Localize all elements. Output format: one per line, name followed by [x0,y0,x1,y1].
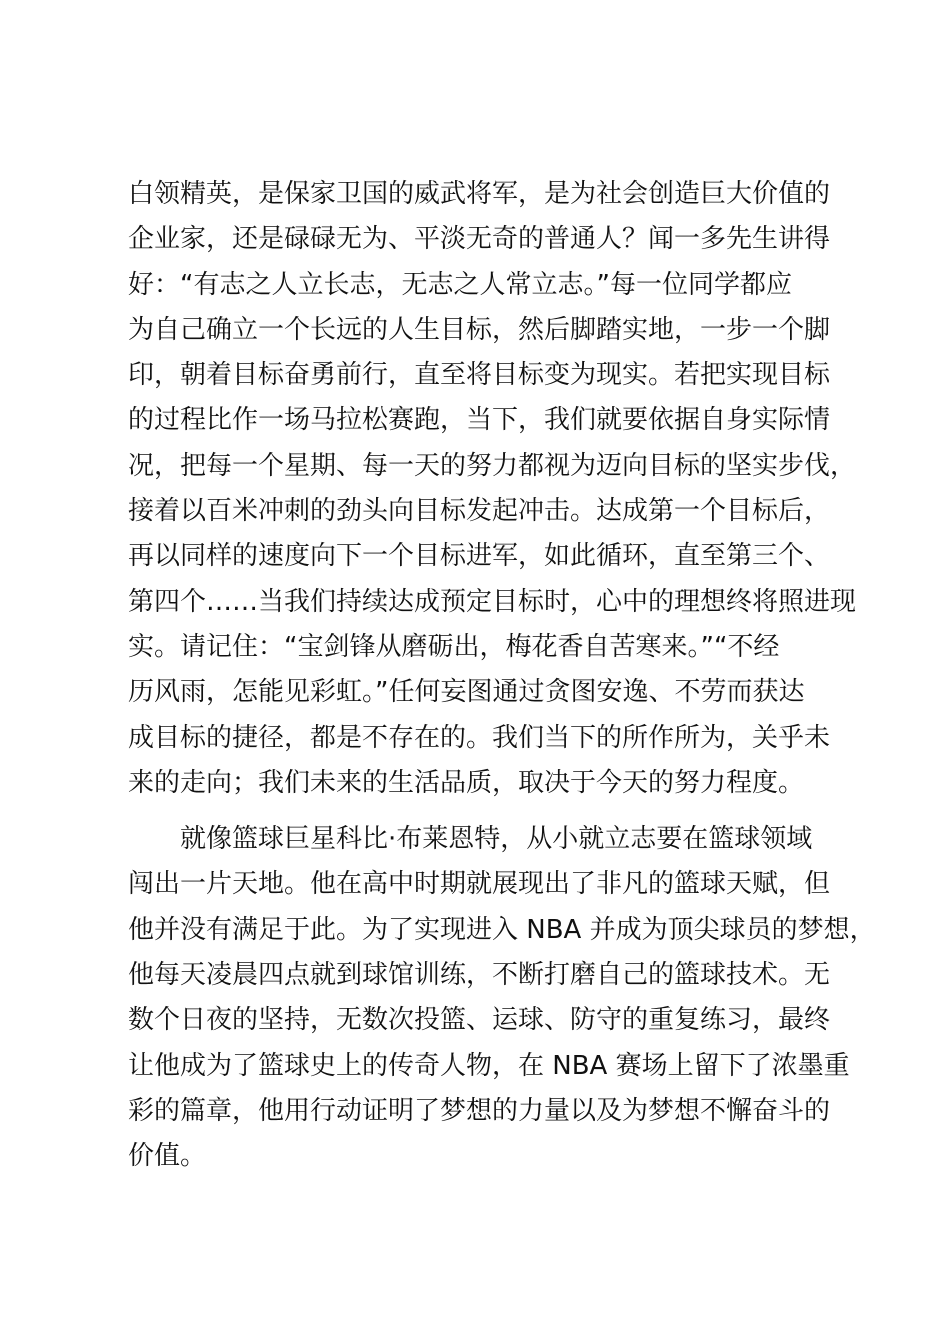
paragraph-2 [128,817,876,1179]
paragraph-line: 好：“有志之人立长志，无志之人常立志。”每一位同学都应 [128,269,792,300]
paragraph-line: 数个日夜的坚持，无数次投篮、运球、防守的重复练习，最终 [128,1005,831,1036]
paragraph-line: 印，朝着目标奋勇前行，直至将目标变为现实。若把实现目标 [128,360,831,391]
paragraph-line: 况，把每一个星期、每一天的努力都视为迈向目标的坚实步伐， [128,450,857,481]
paragraph-line: 再以同样的速度向下一个目标进军，如此循环，直至第三个、 [128,541,831,572]
paragraph-line: 第四个……当我们持续达成预定目标时，心中的理想终将照进现 [128,586,857,617]
paragraph-line: 为自己确立一个长远的人生目标，然后脚踏实地，一步一个脚 [128,314,831,345]
paragraph-line: 价值。 [128,1141,207,1172]
paragraph-line: 就像篮球巨星科比·布莱恩特，从小就立志要在篮球领域 [180,824,813,855]
paragraph-line: 闯出一片天地。他在高中时期就展现出了非凡的篮球天赋，但 [128,869,831,900]
paragraph-spacer [128,806,838,817]
paragraph-line: 历风雨，怎能见彩虹。”任何妄图通过贪图安逸、不劳而获达 [128,677,805,708]
paragraph-line: 他并没有满足于此。为了实现进入 NBA 并成为顶尖球员的梦想， [128,914,876,945]
paragraph-line: 他每天凌晨四点就到球馆训练，不断打磨自己的篮球技术。无 [128,960,831,991]
document-body [128,172,876,1180]
paragraph-line: 来的走向；我们未来的生活品质，取决于今天的努力程度。 [128,767,805,798]
paragraph-line: 彩的篇章，他用行动证明了梦想的力量以及为梦想不懈奋斗的 [128,1095,831,1126]
paragraph-line: 的过程比作一场马拉松赛跑，当下，我们就要依据自身实际情 [128,405,831,436]
paragraph-line: 接着以百米冲刺的劲头向目标发起冲击。达成第一个目标后， [128,496,831,527]
paragraph-line: 实。请记住：“宝剑锋从磨砺出，梅花香自苦寒来。”“不经 [128,631,780,662]
paragraph-line: 成目标的捷径，都是不存在的。我们当下的所作所为，关乎未 [128,722,831,753]
paragraph-line: 让他成为了篮球史上的传奇人物，在 NBA 赛场上留下了浓墨重 [128,1050,850,1081]
paragraph-line: 企业家，还是碌碌无为、平淡无奇的普通人？闻一多先生讲得 [128,224,831,255]
paragraph-line: 白领精英，是保家卫国的威武将军，是为社会创造巨大价值的 [128,179,831,209]
paragraph-1 [128,172,857,806]
